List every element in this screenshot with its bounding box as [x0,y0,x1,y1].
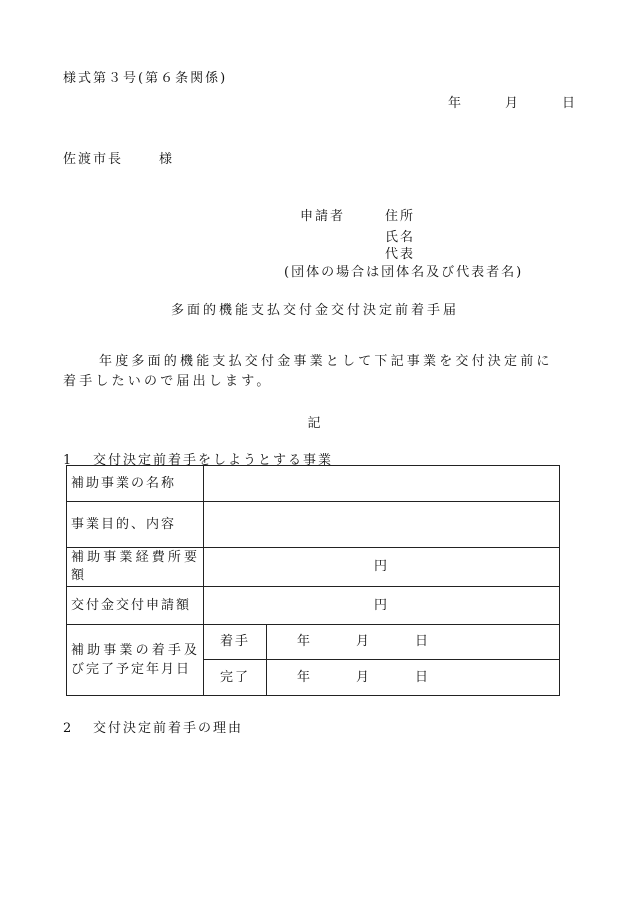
table-row [67,502,560,548]
start-month: 月 [356,634,372,649]
date-month-label: 月 [505,96,521,111]
applicant-label: 申請者 [300,209,346,224]
cost-field[interactable] [204,548,560,587]
table-row [67,466,560,502]
form-number: 様式第３号(第６条関係) [63,71,228,86]
complete-month: 月 [356,669,372,685]
section-2-heading [63,717,243,736]
table-row [67,587,560,625]
complete-year: 年 [297,669,313,685]
start-year: 年 [297,634,313,649]
start-day: 日 [415,634,431,649]
cost-yen: 円 [373,559,389,574]
section-1-number: 1 [63,453,74,468]
document-title: 多面的機能支払交付金交付決定前着手届 [170,303,459,318]
date-year-label: 年 [448,96,464,111]
complete-date-field[interactable] [267,660,560,696]
applicant-address-label: 住所 [385,209,416,224]
date-line [448,92,577,111]
addressee-honorific: 様 [159,152,175,167]
body-text: 年度多面的機能支払交付金事業として下記事業を交付決定前に着手したいので届出します。 [63,354,553,389]
addressee-name: 佐渡市長 [63,152,124,167]
applicant-representative-label: 代表 [385,247,416,262]
schedule-label: 補助事業の着手及び完了予定年月日 [67,625,204,696]
start-date-field[interactable] [267,625,560,660]
section-2-text: 交付決定前着手の理由 [93,721,244,736]
date-day-label: 日 [562,96,578,111]
project-name-label: 補助事業の名称 [67,466,204,502]
table-row [67,548,560,587]
purpose-field[interactable] [204,502,560,548]
project-name-field[interactable] [204,466,560,502]
applicant-name-label: 氏名 [385,230,416,245]
project-table [66,465,560,696]
grant-field[interactable] [204,587,560,625]
start-label: 着手 [204,625,267,660]
addressee [63,148,174,167]
grant-label: 交付金交付申請額 [67,587,204,625]
table-row [67,625,560,660]
section-2-number: 2 [63,721,74,736]
cost-label: 補助事業経費所要額 [67,548,204,587]
grant-yen: 円 [373,597,389,613]
complete-label: 完了 [204,660,267,696]
ki-heading: 記 [307,416,323,431]
section-1-text: 交付決定前着手をしようとする事業 [93,453,334,468]
applicant-note: (団体の場合は団体名及び代表者名) [284,265,524,280]
purpose-label: 事業目的、内容 [67,502,204,548]
complete-day: 日 [415,669,431,685]
